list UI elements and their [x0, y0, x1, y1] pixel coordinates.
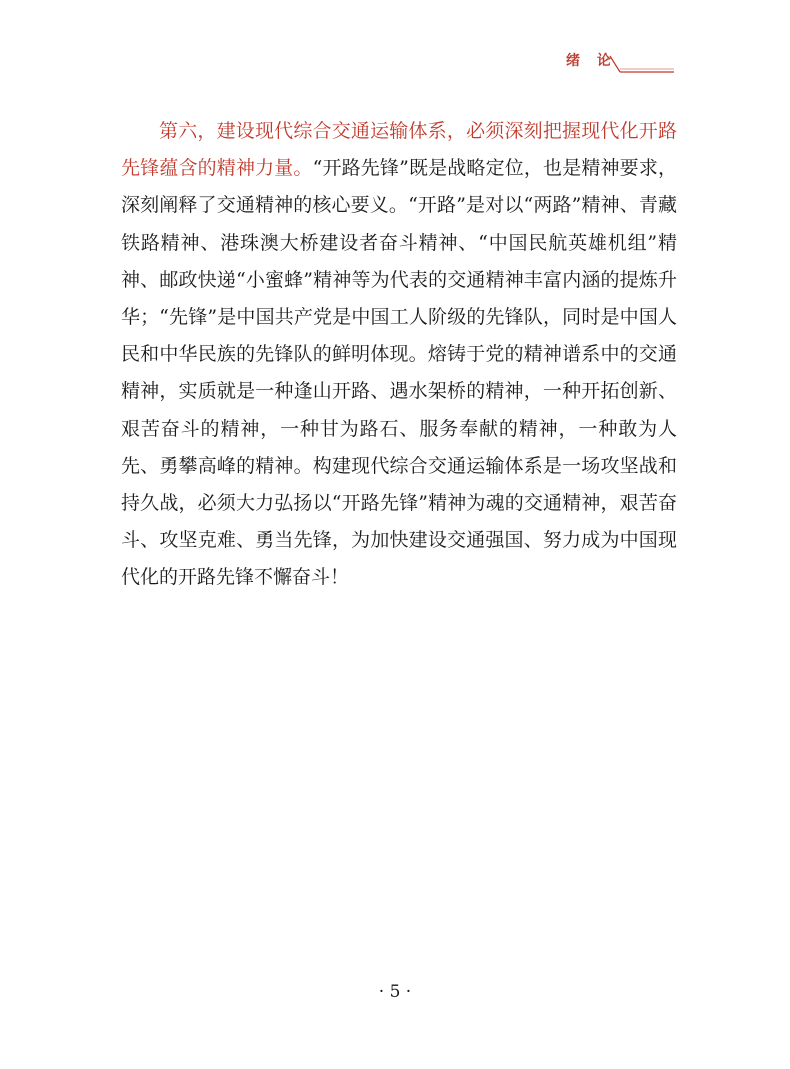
chapter-title: 绪 论: [566, 53, 617, 69]
running-head: [566, 52, 674, 74]
body-paragraph: [121, 113, 677, 597]
paragraph-text: “开路先锋”既是战略定位，也是精神要求，深刻阐释了交通精神的核心要义。“开路”是对以“两路”精神、青藏铁路精神、港珠澳大桥建设者奋斗精神、“中国民航英雄机组”精神、邮政快递“小蜜蜂”精神等为代表的交通精神丰富内涵的提炼升华；“先锋”是中国共产党是中国工人阶级的先锋队，同时是中国人民和中华民族的先锋队的鲜明体现。熔铸于党的精神谱系中的交通精神，实质就是一种逢山开路、遇水架桥的精神，一种开拓创新、艰苦奋斗的精神，一种甘为路石、服务奉献的精神，一种敢为人先、勇攀高峰的精神。构建现代综合交通运输体系是一场攻坚战和持久战，必须大力弘扬以“开路先锋”精神为魂的交通精神，艰苦奋斗、攻坚克难、勇当先锋，为加快建设交通强国、努力成为中国现代化的开路先锋不懈奋斗！: [121, 157, 677, 589]
lead-sentence: 第六，建设现代综合交通运输体系，必须深刻把握现代化开路先锋蕴含的精神力量。: [121, 120, 677, 180]
page-number: · 5 ·: [378, 982, 412, 1002]
